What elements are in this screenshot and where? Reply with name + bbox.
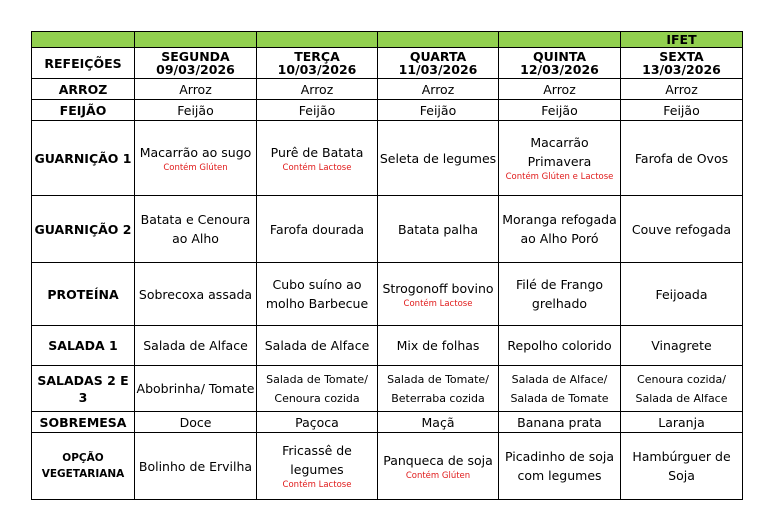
meal-row-salada-1: [32, 326, 743, 366]
allergen-warning: Contém Glúten: [163, 162, 228, 173]
row-label: ARROZ: [32, 79, 135, 100]
menu-cell: Repolho colorido: [499, 326, 621, 366]
menu-cell: Salada de Tomate/ Cenoura cozida: [257, 366, 378, 412]
menu-cell: Arroz: [378, 79, 499, 100]
day-header-wednesday: [378, 48, 499, 79]
menu-cell: Picadinho de soja com legumes: [499, 433, 621, 500]
menu-cell: Feijão: [499, 100, 621, 121]
row-label: GUARNIÇÃO 2: [32, 196, 135, 263]
menu-cell: Cenoura cozida/ Salada de Alface: [621, 366, 743, 412]
meal-row-sobremesa: [32, 412, 743, 433]
menu-cell: Abobrinha/ Tomate: [135, 366, 257, 412]
menu-cell: Banana prata: [499, 412, 621, 433]
row-label: OPÇÃO VEGETARIANA: [32, 433, 135, 500]
menu-cell: Laranja: [621, 412, 743, 433]
menu-cell: Salada de Alface: [135, 326, 257, 366]
menu-cell: Paçoca: [257, 412, 378, 433]
menu-cell: Doce: [135, 412, 257, 433]
menu-cell: Moranga refogada ao Alho Poró: [499, 196, 621, 263]
header-band: [32, 32, 743, 48]
menu-cell: Mix de folhas: [378, 326, 499, 366]
menu-cell: Macarrão Primavera Contém Glúten e Lactose: [499, 121, 621, 196]
menu-cell: Strogonoff bovino Contém Lactose: [378, 263, 499, 326]
row-label: SALADAS 2 E 3: [32, 366, 135, 412]
menu-cell: Salada de Alface/ Salada de Tomate: [499, 366, 621, 412]
menu-cell: Sobrecoxa assada: [135, 263, 257, 326]
meal-row-arroz: [32, 79, 743, 100]
allergen-warning: Contém Lactose: [282, 480, 352, 490]
menu-cell: Batata e Cenoura ao Alho: [135, 196, 257, 263]
weekly-menu-table: [31, 31, 743, 500]
day-header-tuesday: [257, 48, 378, 79]
row-label: SALADA 1: [32, 326, 135, 366]
row-label: GUARNIÇÃO 1: [32, 121, 135, 196]
unit-label: IFET: [621, 32, 743, 48]
menu-cell: Batata palha: [378, 196, 499, 263]
row-label: FEIJÃO: [32, 100, 135, 121]
menu-cell: Arroz: [135, 79, 257, 100]
menu-cell: Feijoada: [621, 263, 743, 326]
day-date: 09/03/2026: [156, 62, 235, 77]
meals-column-header: REFEIÇÕES: [32, 48, 135, 79]
menu-cell: Panqueca de soja Contém Glúten: [378, 433, 499, 500]
allergen-warning: Contém Lactose: [282, 162, 352, 173]
menu-cell: Salada de Tomate/ Beterraba cozida: [378, 366, 499, 412]
day-name: SEGUNDA: [161, 49, 230, 64]
day-date: 11/03/2026: [398, 62, 478, 77]
meal-row-feijao: [32, 100, 743, 121]
menu-cell: Filé de Frango grelhado: [499, 263, 621, 326]
day-date: 10/03/2026: [277, 62, 357, 77]
day-date: 13/03/2026: [642, 62, 721, 77]
meal-row-saladas-2-3: [32, 366, 743, 412]
menu-cell: Arroz: [621, 79, 743, 100]
menu-cell: Fricassê de legumes Contém Lactose: [257, 433, 378, 500]
meal-row-proteina: [32, 263, 743, 326]
menu-cell: Purê de Batata Contém Lactose: [257, 121, 378, 196]
menu-cell: Feijão: [378, 100, 499, 121]
meal-row-guarnicao-2: [32, 196, 743, 263]
day-name: QUARTA: [409, 49, 467, 64]
day-header-thursday: [499, 48, 621, 79]
menu-cell: Farofa dourada: [257, 196, 378, 263]
allergen-warning: Contém Lactose: [403, 298, 473, 309]
day-date: 12/03/2026: [520, 62, 599, 77]
meal-row-guarnicao-1: [32, 121, 743, 196]
menu-cell: Vinagrete: [621, 326, 743, 366]
day-name: SEXTA: [659, 49, 704, 64]
day-header-friday: [621, 48, 743, 79]
row-label: SOBREMESA: [32, 412, 135, 433]
allergen-warning: Contém Glúten: [405, 470, 471, 481]
menu-cell: Maçã: [378, 412, 499, 433]
row-label: PROTEÍNA: [32, 263, 135, 326]
menu-cell: Feijão: [135, 100, 257, 121]
menu-cell: Hambúrguer de Soja: [621, 433, 743, 500]
day-name: QUINTA: [532, 49, 587, 64]
menu-cell: Salada de Alface: [257, 326, 378, 366]
menu-cell: Macarrão ao sugo Contém Glúten: [135, 121, 257, 196]
menu-cell: Feijão: [621, 100, 743, 121]
menu-cell: Bolinho de Ervilha: [135, 433, 257, 500]
menu-cell: Arroz: [499, 79, 621, 100]
allergen-warning: Contém Glúten e Lactose: [505, 172, 614, 182]
menu-cell: Seleta de legumes: [378, 121, 499, 196]
menu-cell: Couve refogada: [621, 196, 743, 263]
meal-row-opcao-vegetariana: [32, 433, 743, 500]
day-header-monday: [135, 48, 257, 79]
menu-cell: Arroz: [257, 79, 378, 100]
header-row: [32, 48, 743, 79]
day-name: TERÇA: [294, 49, 340, 64]
menu-cell: Cubo suíno ao molho Barbecue: [257, 263, 378, 326]
menu-cell: Farofa de Ovos: [621, 121, 743, 196]
menu-cell: Feijão: [257, 100, 378, 121]
